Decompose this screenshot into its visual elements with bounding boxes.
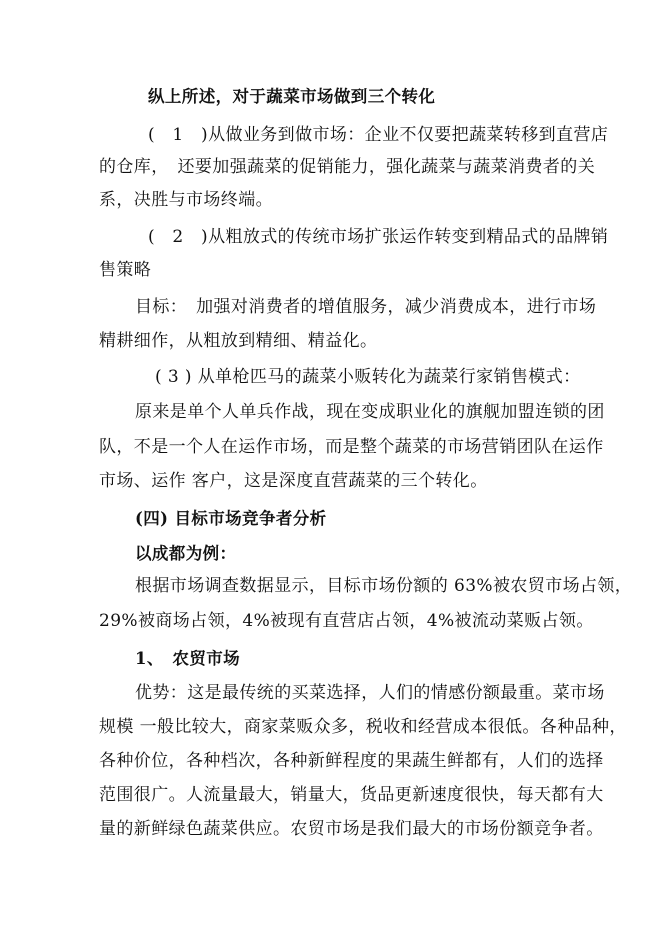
advantage-line1: 优势：这是最传统的买菜选择，人们的情感份额最重。菜市场 (135, 683, 605, 703)
advantage-line4: 范围很广。人流量最大，销量大，货品更新速度很快，每天都有大 (99, 785, 604, 805)
advantage-line5: 量的新鲜绿色蔬菜供应。农贸市场是我们最大的市场份额竞争者。 (99, 819, 604, 839)
goal-line2: 精耕细作，从粗放到精细、精益化。 (99, 331, 378, 351)
item1-line2: 的仓库， 还要加强蔬菜的促销能力，强化蔬菜与蔬菜消费者的关 (99, 157, 596, 177)
advantage-line3: 各种价位，各种档次，各种新鲜程度的果蔬生鲜都有，人们的选择 (99, 751, 604, 771)
market-share-line2: 29%被商场占领，4%被现有直营店占领，4%被流动菜贩占领。 (99, 611, 594, 631)
market-share-line1: 根据市场调查数据显示，目标市场份额的 63%被农贸市场占领， (135, 576, 633, 596)
item3-line2: 原来是单个人单兵作战，现在变成职业化的旗舰加盟连锁的团 (135, 402, 605, 422)
summary-heading: 纵上所述，对于蔬菜市场做到三个转化 (148, 87, 436, 106)
example-heading: 以成都为例： (135, 544, 237, 563)
item3-line1: ( 3 ) 从单枪匹马的蔬菜小贩转化为蔬菜行家销售模式： (155, 367, 581, 387)
item1-line3: 系，决胜与市场终端。 (99, 190, 273, 210)
item2-line1: ( 2 )从粗放式的传统市场扩张运作转变到精品式的品牌销 (148, 227, 609, 247)
advantage-line2: 规模 一般比较大，商家菜贩众多，税收和经营成本很低。各种品种， (99, 717, 627, 737)
item2-line2: 售策略 (99, 260, 152, 280)
goal-line1: 目标： 加强对消费者的增值服务，减少消费成本，进行市场 (135, 297, 597, 317)
item3-line4: 市场、运作 客户，这是深度直营蔬菜的三个转化。 (99, 471, 488, 491)
farmers-market-heading: 1、 农贸市场 (135, 649, 241, 668)
item3-line3: 队，不是一个人在运作市场，而是整个蔬菜的市场营销团队在运作 (99, 437, 604, 457)
section4-heading: (四) 目标市场竞争者分析 (135, 509, 327, 528)
item1-line1: ( 1 )从做业务到做市场：企业不仅要把蔬菜转移到直营店 (148, 125, 609, 145)
